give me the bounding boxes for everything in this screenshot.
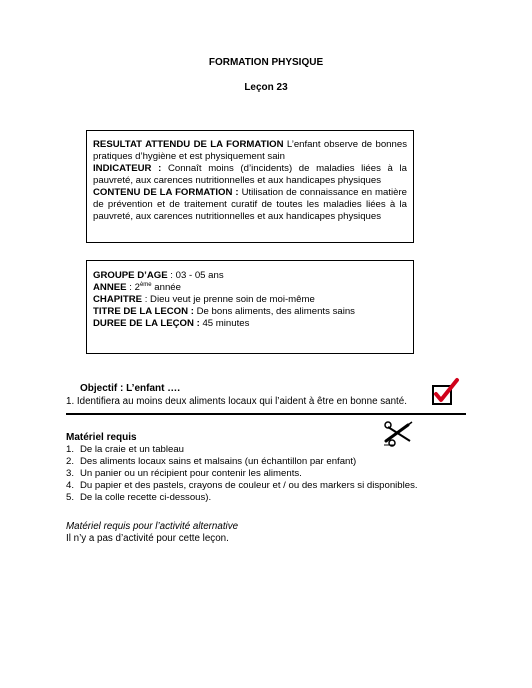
lesson-info-box xyxy=(86,260,414,354)
materials-list xyxy=(66,444,418,504)
page-title: FORMATION PHYSIQUE xyxy=(208,57,324,68)
list-item xyxy=(66,456,418,468)
list-number: 2. xyxy=(66,456,75,467)
alternative-title: Matériel requis pour l’activité alternative xyxy=(66,521,239,532)
age-row xyxy=(93,270,407,282)
indicateur-paragraph xyxy=(93,163,407,187)
section-divider xyxy=(66,413,466,415)
duree-value: 45 minutes xyxy=(199,318,250,329)
annee-prefix: : 2 xyxy=(126,282,140,293)
list-text: De la craie et un tableau xyxy=(80,444,184,455)
annee-label: ANNEE xyxy=(93,282,127,293)
list-number: 5. xyxy=(66,492,75,503)
contenu-label: CONTENU DE LA FORMATION : xyxy=(93,187,239,198)
annee-suffix: année xyxy=(151,282,181,293)
contenu-text: Utilisation de connaissance en matière de prévention et de traitement curatif de toutes les maladies liées à la pauvreté, aux carences nutritionnelles et aux handicapes physiques xyxy=(93,187,407,222)
list-text: Un panier ou un récipient pour contenir les aliments. xyxy=(80,468,302,479)
titre-label: TITRE DE LA LECON : xyxy=(93,306,194,317)
titre-value: De bons aliments, des aliments sains xyxy=(193,306,355,317)
alternative-text: Il n’y a pas d’activité pour cette leçon. xyxy=(66,533,229,544)
list-item xyxy=(66,480,418,492)
duree-label: DUREE DE LA LEÇON : xyxy=(93,318,200,329)
list-number: 1. xyxy=(66,444,75,455)
annee-sup: ème xyxy=(139,281,152,288)
list-text: Du papier et des pastels, crayons de couleur et / ou des markers si disponibles. xyxy=(80,480,418,491)
resultat-label: RESULTAT ATTENDU DE LA FORMATION xyxy=(93,139,284,150)
indicateur-label: INDICATEUR : xyxy=(93,163,162,174)
list-item xyxy=(66,444,418,456)
formation-box xyxy=(86,130,414,243)
objective-title: Objectif : L’enfant …. xyxy=(80,383,181,394)
list-item xyxy=(66,468,418,480)
annee-row xyxy=(93,282,407,294)
titre-row xyxy=(93,306,407,318)
checked-box-icon xyxy=(430,377,460,407)
duree-row xyxy=(93,318,407,330)
lesson-number: Leçon 23 xyxy=(244,82,288,93)
list-number: 3. xyxy=(66,468,75,479)
objective-item: 1. Identifiera au moins deux aliments locaux qui l’aident à être en bonne santé. xyxy=(66,396,407,407)
contenu-paragraph xyxy=(93,187,407,223)
chapitre-row xyxy=(93,294,407,306)
age-value: : 03 - 05 ans xyxy=(167,270,224,281)
materials-title: Matériel requis xyxy=(66,432,137,443)
list-item xyxy=(66,492,418,504)
list-number: 4. xyxy=(66,480,75,491)
list-text: Des aliments locaux sains et malsains (un échantillon par enfant) xyxy=(80,456,357,467)
list-text: De la colle recette ci-dessous). xyxy=(80,492,212,503)
chapitre-label: CHAPITRE xyxy=(93,294,143,305)
formation-paragraph xyxy=(93,139,407,163)
resultat-text: L’enfant observe de bonnes pratiques d’hygiène et est physiquement sain xyxy=(93,139,407,162)
pencil-scissors-icon xyxy=(382,419,416,447)
chapitre-value: : Dieu veut je prenne soin de moi-même xyxy=(142,294,315,305)
age-label: GROUPE D’AGE xyxy=(93,270,168,281)
indicateur-text: Connaît moins (d’incidents) de maladies liées à la pauvreté, aux carences nutritionnelles et aux handicapes physiques xyxy=(93,163,407,186)
